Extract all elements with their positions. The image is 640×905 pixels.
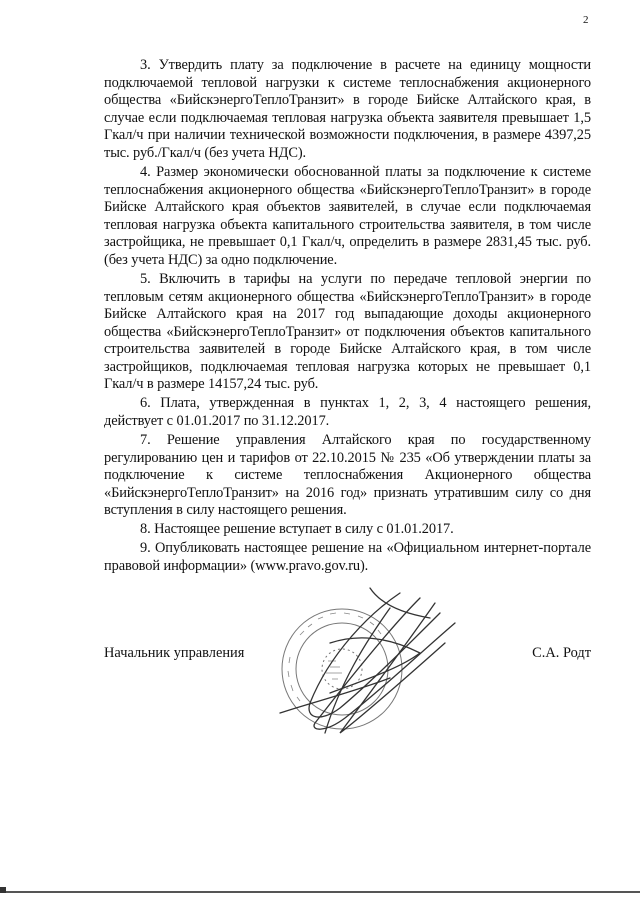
decision-body [104,57,591,577]
paragraph-7: 7. Решение управления Алтайского края по государственному регулированию цен и тарифов от 22.10.2015 № 235 «Об утверждении платы за подключение к системе теплоснабжения Акционерного общества «БийскэнергоТеплоТранзит» на 2016 год» признать утратившим силу со дня вступления в силу настоящего решения. [104,432,591,519]
paragraph-9: 9. Опубликовать настоящее решение на «Официальном интернет-портале правовой информации» (www.pravo.gov.ru). [104,540,591,574]
signatory-position: Начальник управления [104,645,245,661]
paragraph-5: 5. Включить в тарифы на услуги по передаче тепловой энергии по тепловым сетям акционерного общества «БийскэнергоТеплоТранзит» в городе Бийске Алтайского края на 2017 год выпадающие доходы акционерного общества «БийскэнергоТеплоТранзит» от подключения объектов капитального строительства заявителей в городе Бийске Алтайского края, в том числе застройщиков, подключаемая тепловая нагрузка которых не превышает 0,1 Гкал/ч в размере 14157,24 тыс. руб. [104,270,591,393]
page-number: 2 [583,14,589,26]
paragraph-6: 6. Плата, утвержденная в пунктах 1, 2, 3, 4 настоящего решения, действует с 01.01.2017 по 31.12.2017. [104,395,591,430]
scan-edge-line [0,891,640,893]
signature-block [104,645,591,755]
signatory-name: С.А. Родт [532,645,591,661]
scan-edge-mark [0,887,6,893]
paragraph-4: 4. Размер экономически обоснованной платы за подключение к системе теплоснабжения акционерного общества «БийскэнергоТеплоТранзит» в городе Бийске Алтайского края объектов заявителей, в случае если подключаемая тепловая нагрузка объекта капитального строительства заявителя, в том числе застройщика, не превышает 0,1 Гкал/ч, определить в размере 2831,45 тыс. руб. (без учета НДС) за одно подключение. [104,163,591,268]
paragraph-8: 8. Настоящее решение вступает в силу с 01.01.2017. [140,521,454,538]
paragraph-3: 3. Утвердить плату за подключение в расчете на единицу мощности подключаемой тепловой нагрузки к системе теплоснабжения акционерного общества «БийскэнергоТеплоТранзит» в городе Бийске Алтайского края, в случае если подключаемая тепловая нагрузка объекта заявителя превышает 1,5 Гкал/ч при наличии технической возможности подключения, в размере 4397,25 тыс. руб./Гкал/ч (без учета НДС). [104,57,591,161]
scan-edge [0,887,640,893]
official-seal-with-signature [270,583,470,743]
